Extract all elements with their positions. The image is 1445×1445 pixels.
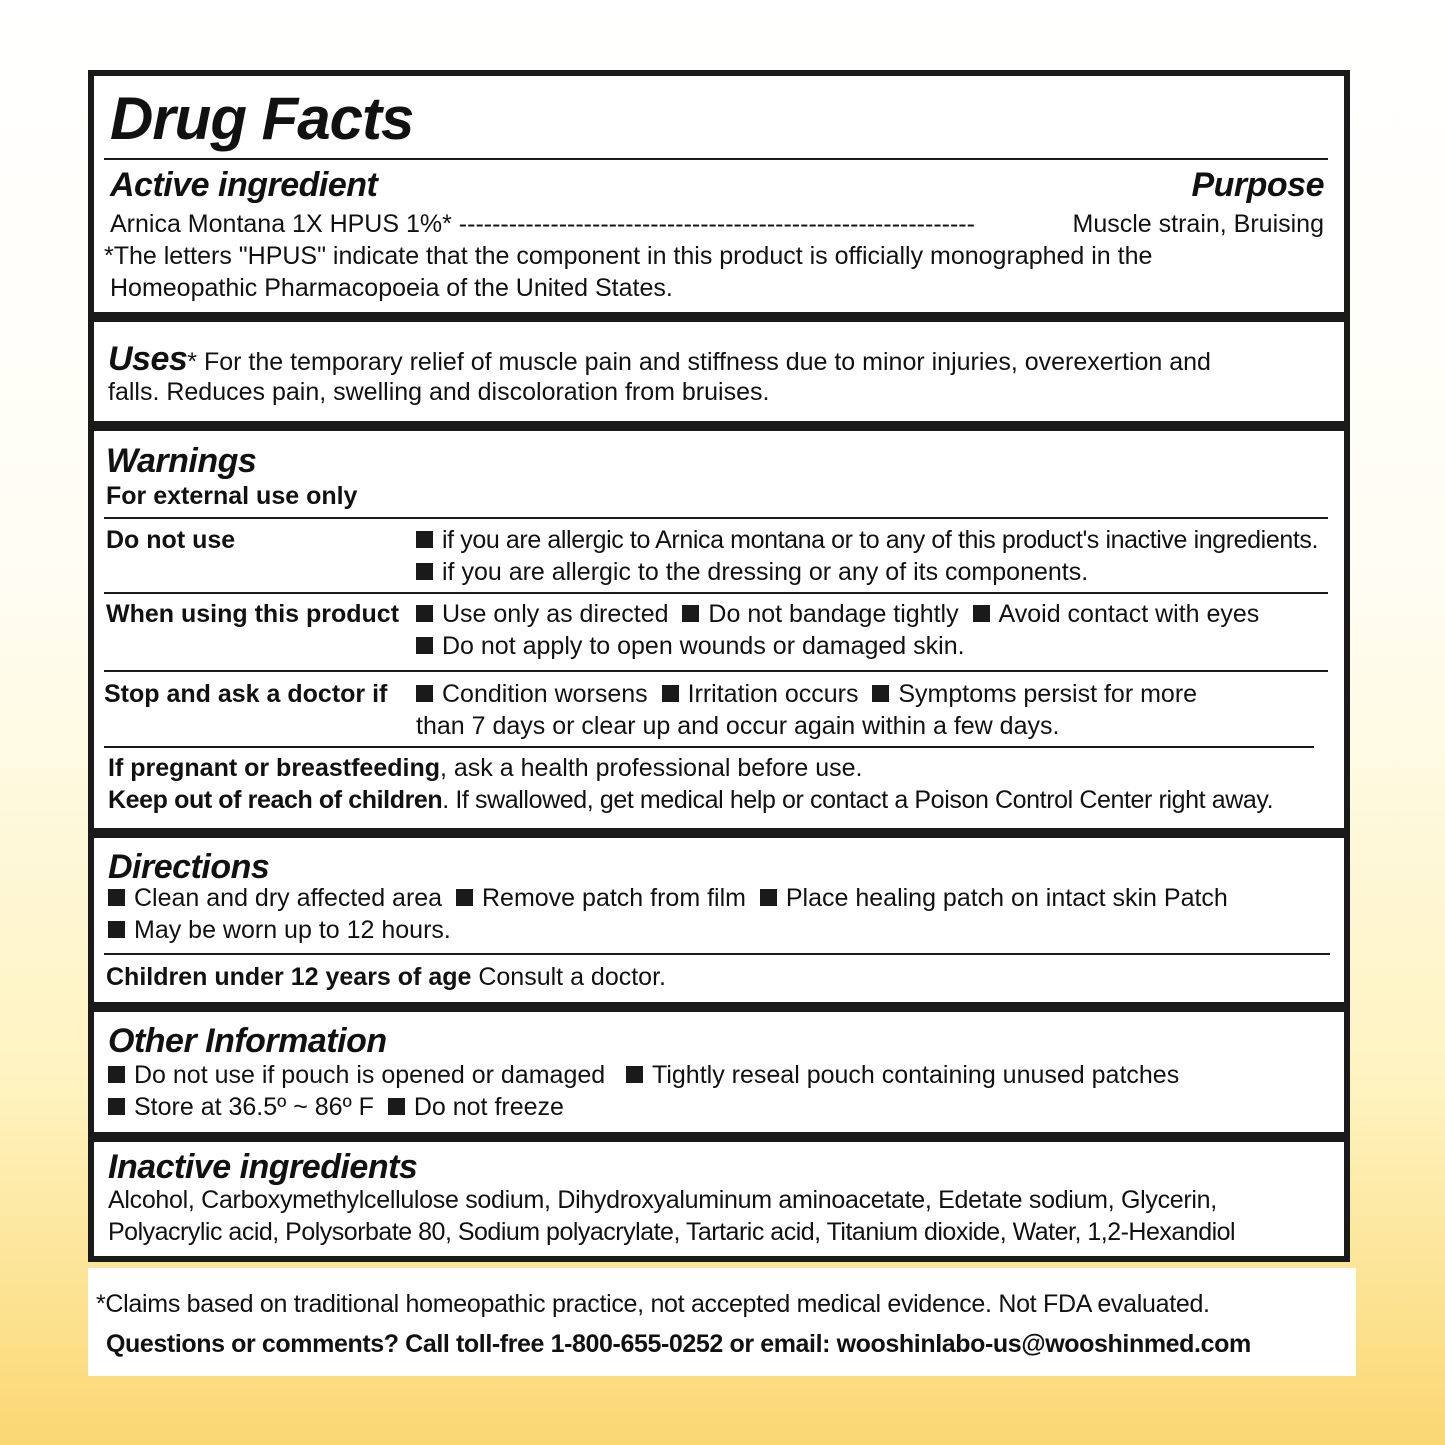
bullet-square-icon <box>416 531 433 548</box>
uses-text: * For the temporary relief of muscle pain and stiffness due to minor injuries, overexertion and <box>187 348 1211 376</box>
inactive-line2: Polyacrylic acid, Polysorbate 80, Sodium polyacrylate, Tartaric acid, Titanium dioxide, Water, 1,2-Hexandiol <box>108 1218 1236 1246</box>
divider <box>104 517 1328 519</box>
bullet-square-icon <box>760 889 777 906</box>
contact-info: Questions or comments? Call toll-free 1-800-655-0252 or email: wooshinlabo-us@wooshinmed.com <box>106 1330 1251 1358</box>
other-info-items: Do not use if pouch is opened or damaged Tightly reseal pouch containing unused patches <box>108 1061 1179 1090</box>
when-using-items: Use only as directed Do not bandage tightly Avoid contact with eyes <box>416 600 1259 629</box>
stop-ask-continued: than 7 days or clear up and occur again within a few days. <box>416 712 1060 740</box>
uses-heading: Uses <box>108 340 188 378</box>
dash-leader: -------------------------------------------------------------- <box>458 210 975 238</box>
divider <box>104 746 1314 748</box>
bullet-square-icon <box>416 605 433 622</box>
bullet-square-icon <box>388 1098 405 1115</box>
do-not-use-item: if you are allergic to the dressing or any of its components. <box>416 558 1088 587</box>
bullet-square-icon <box>108 1098 125 1115</box>
inactive-heading: Inactive ingredients <box>108 1148 418 1186</box>
children-note: Children under 12 years of age Consult a doctor. <box>106 963 666 991</box>
ingredient-purpose: Muscle strain, Bruising <box>1072 210 1324 238</box>
pregnant-warning: If pregnant or breastfeeding, ask a health professional before use. <box>108 754 863 782</box>
purpose-heading: Purpose <box>1191 166 1324 204</box>
hpus-note-line1: *The letters "HPUS" indicate that the component in this product is officially monographed in the <box>104 242 1153 270</box>
directions-item: May be worn up to 12 hours. <box>108 916 451 945</box>
section-band <box>94 312 1344 322</box>
divider <box>104 670 1328 672</box>
uses-line1 <box>108 340 1211 379</box>
footer <box>88 1268 1356 1376</box>
bullet-square-icon <box>626 1066 643 1083</box>
other-info-items: Store at 36.5º ~ 86º F Do not freeze <box>108 1093 564 1122</box>
claims-disclaimer: *Claims based on traditional homeopathic practice, not accepted medical evidence. Not FDA evaluated. <box>96 1290 1210 1318</box>
external-use-note: For external use only <box>106 482 358 510</box>
bullet-square-icon <box>416 637 433 654</box>
bullet-square-icon <box>872 685 889 702</box>
page-title: Drug Facts <box>110 85 414 152</box>
directions-heading: Directions <box>108 848 270 886</box>
bullet-square-icon <box>456 889 473 906</box>
section-band <box>94 1132 1344 1142</box>
active-ingredient-heading: Active ingredient <box>110 166 378 204</box>
ingredient-name: Arnica Montana 1X HPUS 1%* <box>110 210 452 238</box>
active-ingredient-row <box>110 210 975 239</box>
section-band <box>94 421 1344 431</box>
bullet-square-icon <box>662 685 679 702</box>
when-using-label: When using this product <box>106 600 400 628</box>
bullet-square-icon <box>108 889 125 906</box>
stop-ask-label: Stop and ask a doctor if <box>104 680 388 708</box>
keep-out-warning: Keep out of reach of children. If swallowed, get medical help or contact a Poison Control Center right away. <box>108 786 1274 814</box>
bullet-square-icon <box>108 921 125 938</box>
bullet-square-icon <box>108 1066 125 1083</box>
drug-facts-panel <box>88 70 1350 1262</box>
do-not-use-label: Do not use <box>106 526 236 554</box>
divider <box>104 158 1328 160</box>
divider <box>104 592 1328 594</box>
stop-ask-items: Condition worsens Irritation occurs Symptoms persist for more <box>416 680 1197 709</box>
section-band <box>94 828 1344 838</box>
bullet-square-icon <box>416 685 433 702</box>
do-not-use-item: if you are allergic to Arnica montana or to any of this product's inactive ingredients. <box>416 526 1318 555</box>
bullet-square-icon <box>973 605 990 622</box>
hpus-note-line2: Homeopathic Pharmacopoeia of the United States. <box>110 274 673 302</box>
inactive-line1: Alcohol, Carboxymethylcellulose sodium, Dihydroxyaluminum aminoacetate, Edetate sodium, Glycerin, <box>108 1186 1217 1214</box>
divider <box>104 953 1330 955</box>
directions-items: Clean and dry affected area Remove patch from film Place healing patch on intact skin Patch <box>108 884 1228 913</box>
when-using-item: Do not apply to open wounds or damaged skin. <box>416 632 965 661</box>
uses-line2: falls. Reduces pain, swelling and discoloration from bruises. <box>108 378 770 406</box>
warnings-heading: Warnings <box>106 442 257 480</box>
bullet-square-icon <box>682 605 699 622</box>
other-info-heading: Other Information <box>108 1022 387 1060</box>
bullet-square-icon <box>416 563 433 580</box>
section-band <box>94 1002 1344 1012</box>
